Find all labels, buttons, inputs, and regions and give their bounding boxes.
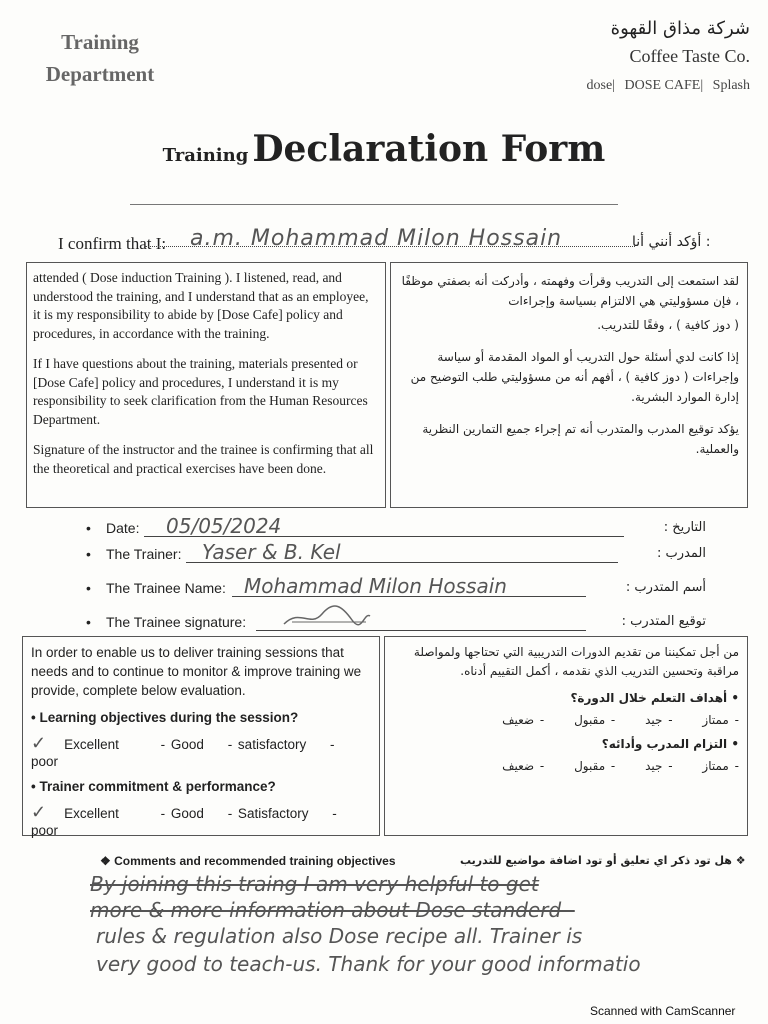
q2-option-excellent-label: Excellent: [64, 806, 119, 821]
comment-line-3[interactable]: rules & regulation also Dose recipe all. Trainer is: [96, 924, 583, 948]
comments-label-ar: ❖ هل تود ذكر اي تعليق أو تود اضافة مواضيع للتدريب: [460, 854, 746, 867]
declaration-ar-para-2: ( دوز كافية ) ، وفقًا للتدريب.: [597, 318, 739, 332]
q2-option-ar-2[interactable]: - جيد: [645, 759, 673, 773]
q1-option-good[interactable]: - Good: [160, 737, 204, 752]
trainer-value[interactable]: Yaser & B. Kel: [202, 540, 341, 564]
bullet-icon: •: [86, 580, 91, 596]
scanner-watermark: Scanned with CamScanner: [590, 1004, 736, 1018]
check-icon: ✓: [31, 733, 47, 753]
brand-splash-logo: Splash: [712, 78, 750, 93]
question-2-text-en: Trainer commitment & performance?: [39, 779, 276, 794]
question-1-text-en: Learning objectives during the session?: [39, 710, 299, 725]
trainee-signature-scribble[interactable]: [282, 602, 372, 632]
question-1-options-ar: [393, 713, 739, 727]
confirm-label-en: I confirm that I:: [58, 234, 167, 253]
question-1-en: • Learning objectives during the session?: [31, 710, 299, 725]
question-1-text-ar: أهداف التعلم خلال الدورة؟: [570, 691, 728, 705]
q2-option-good[interactable]: - Good: [160, 806, 204, 821]
q1-option-ar-4[interactable]: - ضعيف: [502, 713, 545, 727]
brand-dose-cafe-logo: DOSE CAFE: [624, 78, 701, 93]
evaluation-intro-en: In order to enable us to deliver training sessions that needs and to continue to monitor & improve training we provide, complete below evaluation.: [31, 645, 362, 698]
q2-option-poor[interactable]: - poor: [31, 806, 337, 838]
title-divider: [130, 204, 618, 205]
trainee-name-label-ar: أسم المتدرب :: [625, 580, 706, 595]
q1-option-ar-2[interactable]: - جيد: [645, 713, 673, 727]
trainer-label-en: The Trainer:: [106, 546, 182, 562]
comments-label-en: ❖ Comments and recommended training objectives: [100, 854, 396, 868]
declaration-ar-para-1: لقد استمعت إلى التدريب وقرأت وفهمته ، وأدركت أنه بصفتي موظفًا ، فإن مسؤوليتي هي الالتزام بسياسة وإجراءات: [401, 274, 739, 308]
date-value[interactable]: 05/05/2024: [166, 514, 282, 538]
q2-option-ar-3[interactable]: - مقبول: [574, 759, 616, 773]
question-2-options-ar: [393, 759, 739, 773]
trainee-signature-label-en: The Trainee signature:: [106, 614, 247, 630]
q2-option-satisfactory[interactable]: - Satisfactory: [227, 806, 309, 821]
form-title-small: Training: [162, 145, 249, 166]
bullet-icon: •: [86, 520, 91, 536]
declaration-ar-para-4: يؤكد توقيع المدرب والمتدرب أنه تم إجراء جميع التمارين النظرية والعملية.: [422, 422, 739, 456]
form-title: [0, 128, 768, 170]
trainer-label-ar: المدرب :: [657, 546, 706, 561]
company-name-arabic: شركة مذاق القهوة: [610, 18, 750, 39]
confirm-label-ar: أؤكد أنني أنا :: [632, 234, 711, 250]
trainee-name-label-en: The Trainee Name:: [106, 580, 226, 596]
question-2-en: • Trainer commitment & performance?: [31, 779, 276, 794]
q1-option-poor[interactable]: - poor: [31, 737, 335, 769]
declaration-en-para-1: attended ( Dose induction Training ). I listened, read, and understood the training, and I understand that as an employee, it is my responsibility to abide by [Dose Cafe] policy and procedures, in accordance with the training.: [33, 270, 369, 341]
trainee-signature-field-row: [86, 614, 706, 638]
declaration-english-box: [26, 262, 386, 508]
trainer-field-row: [86, 540, 706, 570]
q2-option-ar-4[interactable]: - ضعيف: [502, 759, 545, 773]
comments-label-en-text: Comments and recommended training objectives: [114, 854, 396, 868]
declaration-en-para-3: Signature of the instructor and the trainee is confirming that all the theoretical and practical exercises have been done.: [33, 442, 374, 476]
evaluation-intro-ar: من أجل تمكيننا من تقديم الدورات التدريبية التي تحتاجها ولمواصلة مراقبة وتحسين التدريب الذي نقدمه ، أكمل التقييم أدناه.: [413, 645, 739, 678]
department-line-1: Training: [61, 30, 139, 54]
q1-option-ar-1[interactable]: - ممتاز: [702, 713, 739, 727]
bullet-icon: •: [86, 546, 91, 562]
confirm-name-handwritten[interactable]: a.m. Mohammad Milon Hossain: [190, 226, 563, 251]
evaluation-arabic-box: [384, 636, 748, 836]
question-2-text-ar: التزام المدرب وأدائه؟: [601, 737, 728, 751]
question-1-options-en: [31, 733, 371, 769]
brand-logos: dose| DOSE CAFE| Splash: [586, 78, 750, 93]
q1-option-excellent[interactable]: [31, 733, 137, 753]
trainee-name-field-row: [86, 574, 706, 604]
question-2-options-en: [31, 802, 371, 838]
declaration-ar-para-3: إذا كانت لدي أسئلة حول التدريب أو المواد المقدمة أو سياسة وإجراءات ( دوز كافية ) ، أفهم أنه من مسؤوليتي طلب التوضيح من إدارة الموارد البشرية.: [410, 350, 739, 404]
declaration-en-para-2: If I have questions about the training, materials presented or [Dose Cafe] policy and procedures, I understand it is my responsibility to seek clarification from the Human Resources Department.: [33, 356, 368, 427]
comment-line-2[interactable]: more & more information about Dose standerd -: [90, 898, 575, 922]
brand-dose-logo: dose: [586, 78, 613, 93]
check-icon: ✓: [31, 802, 47, 822]
comments-label-ar-text: هل تود ذكر اي تعليق أو تود اضافة مواضيع للتدريب: [460, 854, 732, 867]
date-label-en: Date:: [106, 520, 140, 536]
comment-line-1[interactable]: By joining this traing I am very helpful to get: [90, 872, 539, 896]
q2-option-ar-1[interactable]: - ممتاز: [702, 759, 739, 773]
department-title: [24, 26, 176, 90]
department-line-2: Department: [45, 62, 155, 86]
declaration-arabic-box: [390, 262, 748, 508]
q1-option-ar-3[interactable]: - مقبول: [574, 713, 616, 727]
date-field-row: [86, 514, 706, 544]
evaluation-english-box: [22, 636, 380, 836]
q1-option-satisfactory[interactable]: - satisfactory: [227, 737, 307, 752]
date-label-ar: التاريخ :: [663, 520, 706, 535]
form-title-main: Declaration Form: [252, 128, 606, 170]
q1-option-excellent-label: Excellent: [64, 737, 119, 752]
comment-line-4[interactable]: very good to teach-us. Thank for your good informatio: [96, 952, 641, 976]
trainee-signature-label-ar: توقيع المتدرب :: [621, 614, 706, 629]
trainee-name-value[interactable]: Mohammad Milon Hossain: [244, 574, 507, 598]
bullet-icon: •: [86, 614, 91, 630]
question-1-ar: • أهداف التعلم خلال الدورة؟: [570, 691, 739, 705]
company-name-english: Coffee Taste Co.: [629, 46, 750, 66]
q2-option-excellent[interactable]: [31, 802, 137, 822]
question-2-ar: • التزام المدرب وأدائه؟: [601, 737, 739, 751]
